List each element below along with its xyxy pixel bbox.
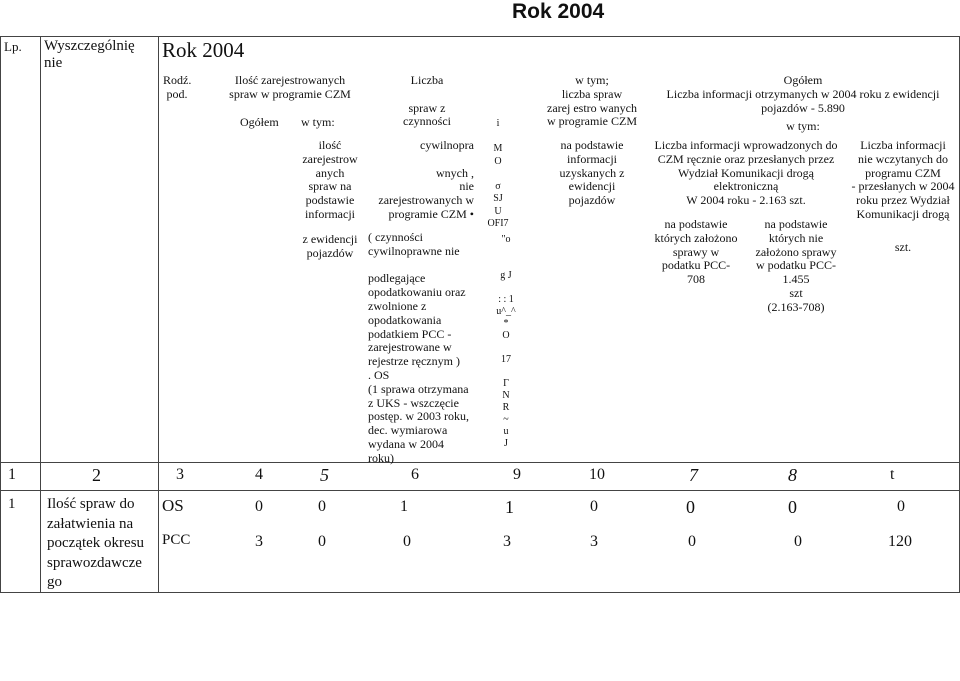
col-rodz: Rodź. pod. — [163, 73, 192, 101]
col-na-podstawie-informacji: na podstawie informacji uzyskanych z ewidencji pojazdów — [559, 138, 625, 208]
os-value-10: 0 — [590, 498, 598, 515]
os-value-8: 0 — [788, 497, 797, 517]
pcc-value-10: 3 — [590, 533, 598, 550]
table-border-left — [0, 36, 1, 592]
pcc-value-5: 0 — [318, 533, 326, 550]
row-label: Ilość spraw do załatwienia na początek okresu sprawozdawcze go — [47, 496, 145, 590]
colnum-8: 8 — [788, 465, 797, 485]
row-lp: 1 — [8, 496, 16, 512]
col-w-tym: w tym: — [301, 115, 335, 129]
col-z-ewidencji: z ewidencji pojazdów — [302, 232, 358, 260]
colnum-6: 6 — [411, 466, 419, 483]
colnum-2: 2 — [92, 465, 101, 485]
pcc-value-7: 0 — [688, 533, 696, 550]
col-divider-lp — [40, 36, 41, 592]
colnum-t: t — [890, 466, 895, 483]
colnum-5: 5 — [320, 465, 329, 485]
col-w-tym-informacji: w tym: — [786, 119, 820, 133]
os-value-4: 0 — [255, 498, 263, 515]
pcc-value-4: 3 — [255, 533, 263, 550]
header-wyszczegolnienie: Wyszczególnię nie — [44, 38, 135, 72]
colnum-9: 9 — [513, 466, 521, 483]
colnum-4: 4 — [255, 466, 263, 483]
col-liczba-top: Liczba spraw z czynności — [403, 73, 451, 129]
pcc-value-6: 0 — [403, 533, 411, 550]
col-garbled-2: "o g J : : 1 u^_^ * O 17 Γ N R ~ u J — [496, 234, 516, 449]
colnum-7: 7 — [689, 465, 698, 485]
os-value-t: 0 — [897, 498, 905, 515]
col-garbled-1: i M O σ SJ U OFI7 — [487, 118, 509, 229]
col-wczytanych: Liczba informacji nie wczytanych do programu CZM - przesłanych w 2004 roku przez Wydział Komunikacji drogą — [851, 138, 955, 221]
col-divider-label — [158, 36, 159, 592]
col-liczba-bottom: ( czynności cywilnoprawne nie podlegające opodatkowaniu oraz zwolnione z opodatkowania podatkiem PCC - zarejestrowane w rejestrze ręcznym ) . OS (1 sprawa otrzymana z UKS - wszczęcie postęp. w 2003 roku, dec. wymiarowa wydana w 2004 roku) — [368, 230, 469, 465]
col-liczba-mid: cywilnopra wnych , nie zarejestrowanych w programie CZM • — [378, 138, 474, 221]
os-value-6: 1 — [400, 498, 408, 515]
header-rok: Rok 2004 — [162, 38, 245, 62]
col-ilosc-zarejestrowanych: Ilość zarejestrowanych spraw w programie CZM — [229, 73, 351, 101]
os-value-5: 0 — [318, 498, 326, 515]
os-value-7: 0 — [686, 497, 695, 517]
pcc-value-9: 3 — [503, 533, 511, 550]
colnum-10: 10 — [589, 466, 605, 483]
row-pcc-label: PCC — [162, 532, 191, 548]
table-number-row-bottom — [0, 490, 960, 491]
col-ilosc-detail: ilość zarejestrow anych spraw na podstawie informacji — [302, 138, 358, 221]
header-lp: Lp. — [4, 39, 22, 54]
os-value-9: 1 — [505, 497, 514, 517]
col-w-tym-liczba: w tym; liczba spraw zarej estro wanych w programie CZM — [547, 73, 637, 129]
col-szt: szt. — [894, 240, 912, 254]
col-zalozono: na podstawie których założono sprawy w podatku PCC- 708 — [654, 217, 738, 287]
row-os-label: OS — [162, 496, 184, 515]
pcc-value-8: 0 — [794, 533, 802, 550]
col-nie-zalozono: na podstawie których nie założono sprawy w podatku PCC- 1.455 szt (2.163-708) — [755, 217, 837, 314]
colnum-1: 1 — [8, 466, 16, 483]
table-header-bottom — [0, 462, 960, 463]
page-heading: Rok 2004 — [512, 0, 605, 23]
colnum-3: 3 — [176, 466, 184, 483]
col-wprowadzonych: Liczba informacji wprowadzonych do CZM ręcznie oraz przesłanych przez Wydział Komunikacji drogą elektroniczną W 2004 roku - 2.163 szt. — [654, 138, 838, 208]
col-ogolem: Ogółem — [240, 115, 279, 129]
pcc-value-t: 120 — [888, 533, 912, 550]
col-ogolem-informacji: Ogółem Liczba informacji otrzymanych w 2004 roku z ewidencji pojazdów - 5.890 — [666, 73, 940, 115]
table-border-top — [0, 36, 960, 37]
